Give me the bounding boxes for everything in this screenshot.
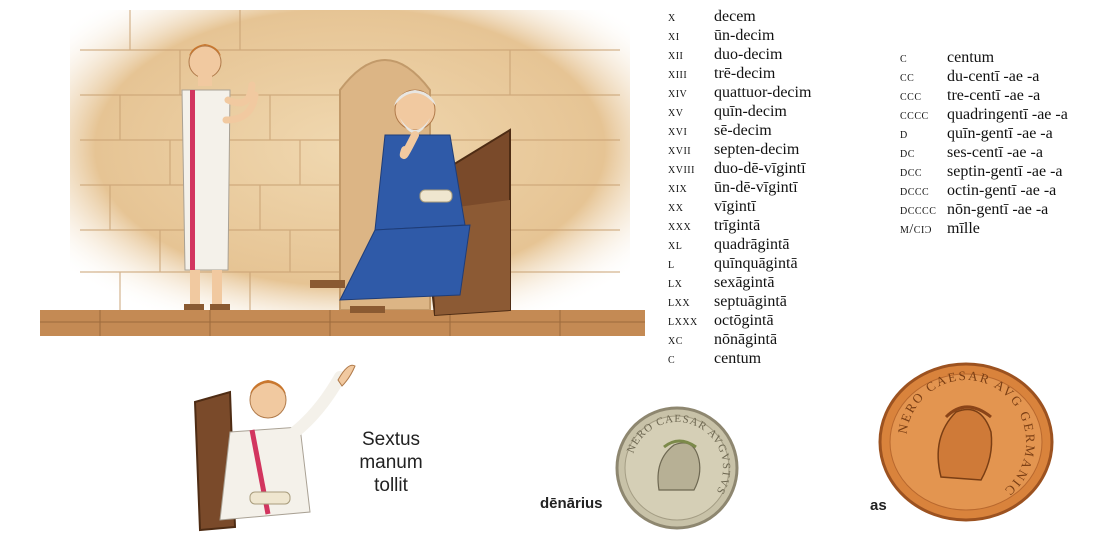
latin-number-word: duo-decim xyxy=(714,46,783,63)
numerals-list-tens xyxy=(668,8,811,369)
latin-number-word: quīnquāgintā xyxy=(714,255,798,272)
numeral-row xyxy=(668,141,811,160)
roman-numeral: lx xyxy=(668,276,683,291)
roman-numeral: xvi xyxy=(668,124,688,139)
roman-numeral: d xyxy=(900,127,908,142)
numeral-row xyxy=(900,125,1068,144)
numeral-row xyxy=(900,144,1068,163)
roman-numeral: xiii xyxy=(668,67,688,82)
latin-number-word: quadrāgintā xyxy=(714,236,790,253)
roman-numeral: xi xyxy=(668,29,680,44)
latin-number-word: vīgintī xyxy=(714,198,756,215)
as-inscription: NERO CAESAR AVG GERMANIC xyxy=(894,367,1039,500)
numeral-row xyxy=(668,255,811,274)
roman-numeral: xx xyxy=(668,200,684,215)
sextus-raising-hand-illustration xyxy=(190,352,360,532)
latin-number-word: sexāgintā xyxy=(714,274,775,291)
roman-numeral: cc xyxy=(900,70,915,85)
numeral-row xyxy=(668,27,811,46)
denarius-coin-image xyxy=(614,405,740,531)
numeral-row xyxy=(668,65,811,84)
roman-numeral: dccc xyxy=(900,184,930,199)
roman-numeral: xiv xyxy=(668,86,688,101)
latin-number-word: quadringentī -ae -a xyxy=(947,106,1068,123)
numeral-row xyxy=(668,198,811,217)
numeral-row xyxy=(668,331,811,350)
numeral-row xyxy=(900,201,1068,220)
latin-number-word: mīlle xyxy=(947,220,980,237)
roman-numeral: xvii xyxy=(668,143,692,158)
numeral-row xyxy=(900,49,1068,68)
denarius-label: dēnārius xyxy=(540,495,603,512)
latin-number-word: octin-gentī -ae -a xyxy=(947,182,1057,199)
floor xyxy=(40,310,645,336)
numeral-row xyxy=(668,312,811,331)
numeral-row xyxy=(900,220,1068,239)
latin-number-word: quattuor-decim xyxy=(714,84,812,101)
roman-numeral: m/ciɔ xyxy=(900,222,932,237)
roman-numeral: xix xyxy=(668,181,688,196)
classroom-scene-illustration xyxy=(40,10,645,340)
numeral-row xyxy=(668,46,811,65)
latin-number-word: duo-dē-vīgintī xyxy=(714,160,806,177)
roman-numeral: xviii xyxy=(668,162,695,177)
latin-number-word: ūn-decim xyxy=(714,27,775,44)
latin-number-word: nōnāgintā xyxy=(714,331,778,348)
latin-number-word: octōgintā xyxy=(714,312,774,329)
numeral-row xyxy=(900,87,1068,106)
roman-numeral: xl xyxy=(668,238,683,253)
roman-numeral: ccc xyxy=(900,89,922,104)
numeral-row xyxy=(668,293,811,312)
latin-number-word: trīgintā xyxy=(714,217,761,234)
roman-numeral: c xyxy=(668,352,676,367)
latin-number-word: ses-centī -ae -a xyxy=(947,144,1043,161)
numeral-row xyxy=(668,8,811,27)
caption-line: tollit xyxy=(374,475,408,496)
roman-numeral: c xyxy=(900,51,908,66)
numeral-row xyxy=(668,122,811,141)
latin-number-word: ūn-dē-vīgintī xyxy=(714,179,798,196)
numeral-row xyxy=(900,68,1068,87)
latin-number-word: quīn-gentī -ae -a xyxy=(947,125,1053,142)
numerals-list-hundreds xyxy=(900,49,1068,239)
numeral-row xyxy=(668,84,811,103)
numeral-row xyxy=(900,163,1068,182)
latin-number-word: decem xyxy=(714,8,756,25)
numeral-row xyxy=(668,179,811,198)
denarius-inscription: NERO CAESAR AVGVSTVS xyxy=(624,412,733,497)
roman-numeral: lxxx xyxy=(668,314,698,329)
sextus-caption xyxy=(356,428,426,497)
numeral-row xyxy=(668,274,811,293)
numeral-row xyxy=(668,217,811,236)
roman-numeral: xc xyxy=(668,333,683,348)
numeral-row xyxy=(668,103,811,122)
roman-numeral: dcc xyxy=(900,165,923,180)
latin-number-word: septuāgintā xyxy=(714,293,787,310)
latin-number-word: septin-gentī -ae -a xyxy=(947,163,1063,180)
numeral-row xyxy=(668,236,811,255)
latin-number-word: trē-decim xyxy=(714,65,776,82)
roman-numeral: dc xyxy=(900,146,915,161)
roman-numeral: x xyxy=(668,10,676,25)
roman-numeral: xv xyxy=(668,105,684,120)
latin-number-word: nōn-gentī -ae -a xyxy=(947,201,1049,218)
as-coin-image xyxy=(876,362,1056,522)
latin-number-word: centum xyxy=(714,350,762,367)
latin-number-word: du-centī -ae -a xyxy=(947,68,1040,85)
latin-number-word: tre-centī -ae -a xyxy=(947,87,1041,104)
caption-line: Sextus xyxy=(361,429,421,450)
numeral-row xyxy=(900,106,1068,125)
roman-numeral: xxx xyxy=(668,219,692,234)
roman-numeral: xii xyxy=(668,48,684,63)
roman-numeral: lxx xyxy=(668,295,691,310)
numeral-row xyxy=(668,160,811,179)
caption-line: manum xyxy=(359,452,423,473)
latin-number-word: quīn-decim xyxy=(714,103,787,120)
roman-numeral: cccc xyxy=(900,108,929,123)
roman-numeral: dcccc xyxy=(900,203,937,218)
latin-number-word: centum xyxy=(947,49,995,66)
numeral-row xyxy=(668,350,811,369)
latin-number-word: sē-decim xyxy=(714,122,772,139)
as-label: as xyxy=(870,497,887,514)
latin-number-word: septen-decim xyxy=(714,141,800,158)
roman-numeral: l xyxy=(668,257,675,272)
numeral-row xyxy=(900,182,1068,201)
